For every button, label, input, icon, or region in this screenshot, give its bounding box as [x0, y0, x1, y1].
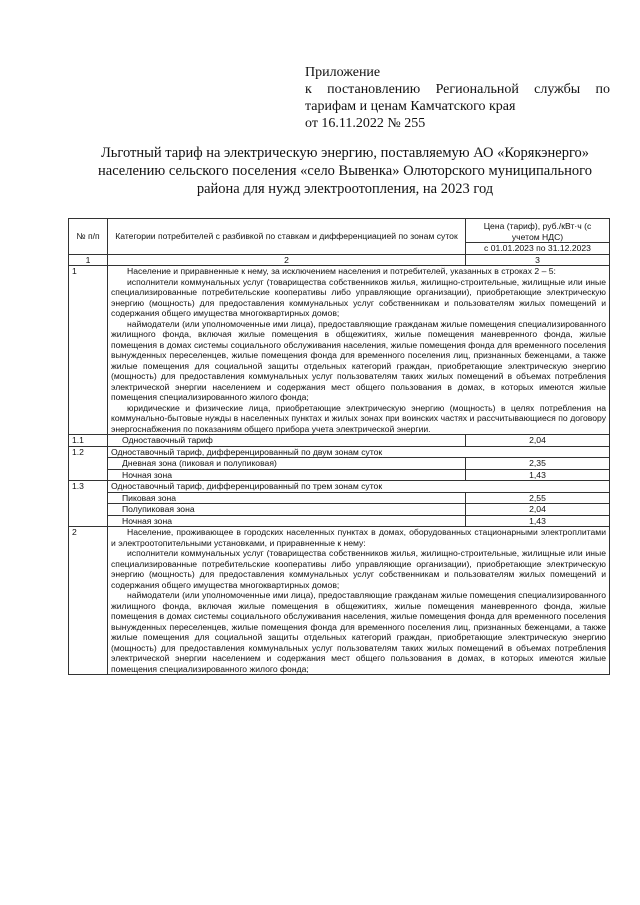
- appendix-label: Приложение: [305, 65, 381, 80]
- table-row: [69, 504, 610, 516]
- col-num-1: 1: [69, 254, 108, 266]
- zone-price: 1,43: [466, 515, 610, 527]
- row-number: 1: [69, 266, 108, 435]
- zone-label: Ночная зона: [108, 469, 466, 481]
- appendix-header: [305, 64, 610, 132]
- row-description: [108, 527, 610, 675]
- col-num-2: 2: [108, 254, 466, 266]
- table-row: [69, 435, 610, 447]
- table-row: [69, 469, 610, 481]
- tariff-table: [68, 218, 610, 675]
- row-price: 2,04: [466, 435, 610, 447]
- zone-price: 2,04: [466, 504, 610, 516]
- row-label: Одноставочный тариф, дифференцированный по двум зонам суток: [108, 446, 610, 458]
- row-number: 1.2: [69, 446, 108, 481]
- column-number-row: [69, 254, 610, 266]
- row-number: 1.3: [69, 481, 108, 527]
- paragraph: юридические и физические лица, приобретающие электрическую энергию (мощность) в целях потребления на коммунально-бытовые нужды в населенных пунктах и жилых зонах при воинских частях и рассчитывающиеся по договору энергоснабжения по показаниям общего прибора учета электрической энергии.: [111, 402, 606, 434]
- table-row: [69, 446, 610, 458]
- row-number: 1.1: [69, 435, 108, 447]
- header-number: № п/п: [69, 219, 108, 255]
- row-label: Одноставочный тариф: [108, 435, 466, 447]
- table-row: [69, 515, 610, 527]
- table-row: [69, 481, 610, 493]
- paragraph: наймодатели (или уполномоченные ими лица), предоставляющие гражданам жилые помещения специализированного жилищного фонда, включая жилые помещения в общежитиях, жилые помещения маневренного фонда, жилые помещения в домах системы социального обслуживания населения, жилые помещения фонда для временного поселения вынужденных переселенцев, жилые помещения фонда для временного поселения лиц, признанных беженцами, а также жилые помещения для социальной защиты отдельных категорий граждан, приобретающие электрическую энергию (мощность) для предоставления коммунальных услуг пользователям таких жилых помещений в объемах потребления электрической энергии населением и содержания мест общего пользования в домах, в которых имеются жилые помещения специализированного жилого фонда;: [111, 590, 606, 674]
- zone-label: Полупиковая зона: [108, 504, 466, 516]
- zone-price: 2,55: [466, 492, 610, 504]
- table-row: [69, 266, 610, 435]
- appendix-resolution: к постановлению Региональной службы по: [305, 82, 610, 97]
- row-label: Одноставочный тариф, дифференцированный по трем зонам суток: [108, 481, 610, 493]
- table-row: [69, 458, 610, 470]
- row-description: [108, 266, 610, 435]
- table-row: [69, 492, 610, 504]
- col-num-3: 3: [466, 254, 610, 266]
- paragraph: Население, проживающее в городских населенных пунктах в домах, оборудованных стационарными электроплитами и электроотопительными установками, и приравненные к нему:: [111, 527, 606, 548]
- table-row: [69, 527, 610, 675]
- header-period: с 01.01.2023 по 31.12.2023: [466, 243, 610, 255]
- zone-label: Дневная зона (пиковая и полупиковая): [108, 458, 466, 470]
- row-number: 2: [69, 527, 108, 675]
- header-category: Категории потребителей с разбивкой по ставкам и дифференциацией по зонам суток: [108, 219, 466, 255]
- document-title: Льготный тариф на электрическую энергию, поставляемую АО «Корякэнерго» населению сельского поселения «село Вывенка» Олюторского муниципального района для нужд электроотопления, на 2023 год: [98, 145, 592, 197]
- appendix-date: от 16.11.2022 № 255: [305, 116, 426, 131]
- appendix-authority: тарифам и ценам Камчатского края: [305, 99, 516, 114]
- paragraph: наймодатели (или уполномоченные ими лица), предоставляющие гражданам жилые помещения специализированного жилищного фонда, включая жилые помещения в общежитиях, жилые помещения маневренного фонда, жилые помещения в домах системы социального обслуживания населения, жилые помещения фонда для временного поселения вынужденных переселенцев, жилые помещения фонда для временного поселения лиц, признанных беженцами, а также жилые помещения для социальной защиты отдельных категорий граждан, приобретающие электрическую энергию (мощность) для предоставления коммунальных услуг пользователям таких жилых помещений в объемах потребления электрической энергии населением и содержания мест общего пользования в домах, в которых имеются жилые помещения специализированного жилого фонда;: [111, 318, 606, 402]
- header-price: Цена (тариф), руб./кВт·ч (с учетом НДС): [466, 219, 610, 243]
- table-header-row: [69, 219, 610, 243]
- zone-label: Ночная зона: [108, 515, 466, 527]
- zone-price: 2,35: [466, 458, 610, 470]
- paragraph: исполнители коммунальных услуг (товарищества собственников жилья, жилищно-строительные, жилищные или иные специализированные потребительские кооперативы либо управляющие организации), приобретающие электрическую энергию (мощность) для предоставления коммунальных услуг собственникам и пользователям жилых помещений и содержания общего имущества многоквартирных домов;: [111, 276, 606, 318]
- zone-label: Пиковая зона: [108, 492, 466, 504]
- paragraph: исполнители коммунальных услуг (товарищества собственников жилья, жилищно-строительные, жилищные или иные специализированные потребительские кооперативы либо управляющие организации), приобретающие электрическую энергию (мощность) для предоставления коммунальных услуг собственникам и пользователям жилых помещений и содержания общего имущества многоквартирных домов;: [111, 548, 606, 590]
- zone-price: 1,43: [466, 469, 610, 481]
- paragraph: Население и приравненные к нему, за исключением населения и потребителей, указанных в строках 2 – 5:: [127, 266, 556, 276]
